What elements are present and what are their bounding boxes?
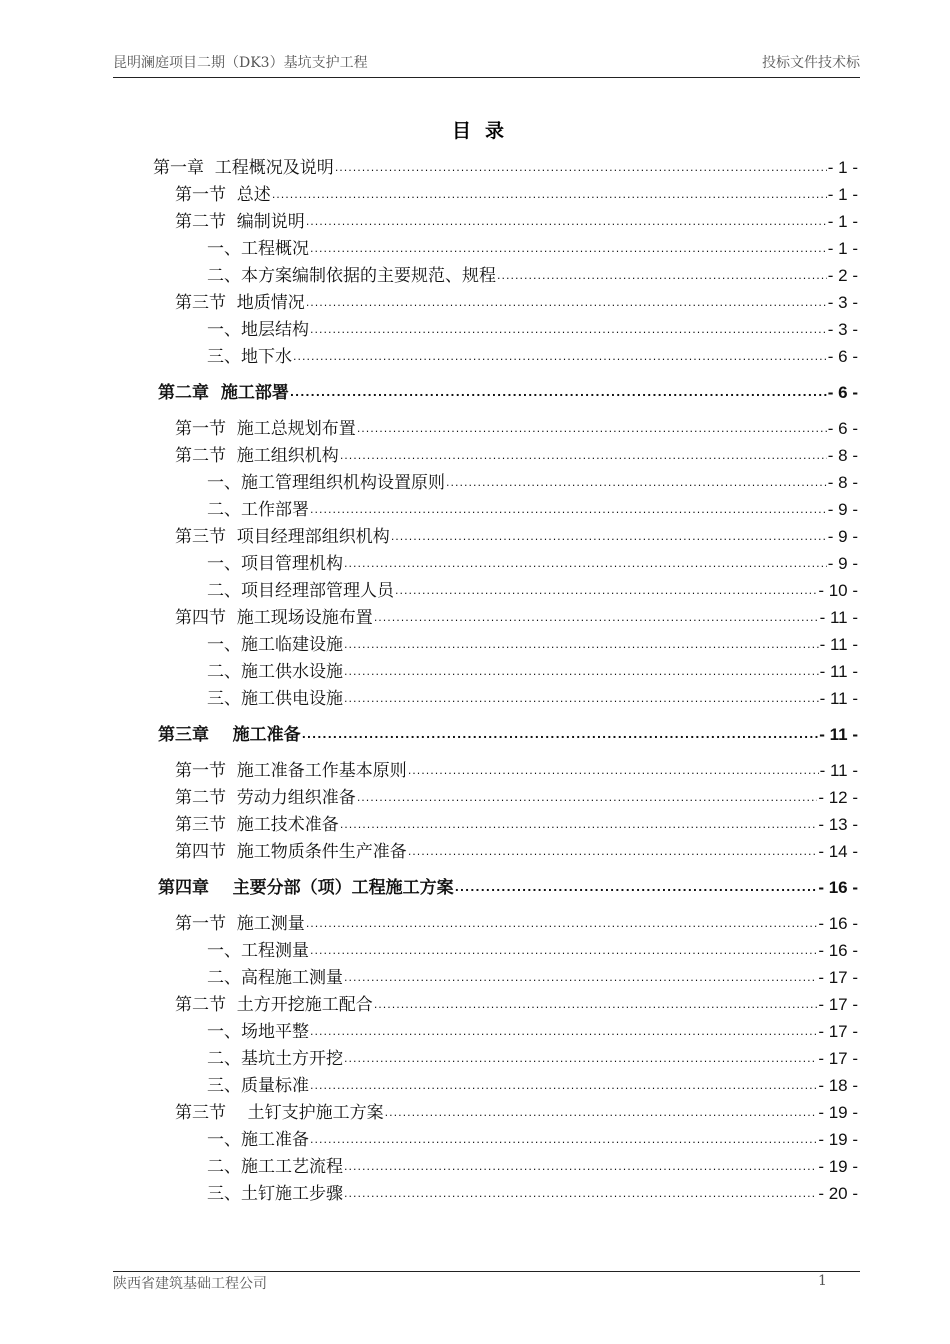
toc-entry[interactable] [207, 1043, 858, 1070]
toc-entry-page: - 16 - [818, 914, 858, 933]
toc-entry[interactable] [207, 467, 858, 494]
toc-entry-title: 二、项目经理部管理人员 [207, 581, 394, 601]
toc-dot-leader [306, 295, 827, 311]
toc-entry-page: - 1 - [827, 239, 858, 258]
toc-entry[interactable] [207, 1070, 858, 1097]
toc-dot-leader [335, 160, 827, 176]
toc-entry-page: - 2 - [827, 266, 858, 285]
toc-dot-leader [395, 583, 817, 599]
toc-entry-title: 第四节 施工物质条件生产准备 [175, 842, 407, 862]
toc-entry[interactable] [207, 548, 858, 575]
toc-entry-page: - 1 - [827, 158, 858, 177]
toc-entry[interactable] [175, 755, 858, 782]
toc-dot-leader [357, 421, 827, 437]
toc-entry-page: - 13 - [818, 815, 858, 834]
toc-dot-leader [310, 322, 827, 338]
toc-dot-leader [290, 385, 827, 401]
toc-entry-page: - 6 - [827, 419, 858, 438]
toc-entry-title: 一、场地平整 [207, 1022, 309, 1042]
toc-dot-leader [340, 448, 827, 464]
toc-entry-title: 第三节 项目经理部组织机构 [175, 527, 390, 547]
toc-entry-title: 一、地层结构 [207, 320, 309, 340]
toc-entry-title: 第二节 土方开挖施工配合 [175, 995, 373, 1015]
toc-entry-page: - 19 - [818, 1157, 858, 1176]
toc-entry[interactable] [207, 629, 858, 656]
toc-entry[interactable] [207, 935, 858, 962]
toc-dot-leader [344, 637, 819, 653]
toc-dot-leader [272, 187, 827, 203]
toc-entry-title: 第三节 地质情况 [175, 293, 305, 313]
toc-title: 目录 [451, 120, 518, 142]
toc-entry-page: - 9 - [827, 500, 858, 519]
toc-entry-title: 第三节 施工技术准备 [175, 815, 339, 835]
toc-entry[interactable] [158, 377, 858, 404]
header-document-type: 投标文件技术标 [762, 55, 860, 71]
footer-page-number: 1 [818, 1273, 827, 1289]
toc-entry-title: 二、工作部署 [207, 500, 309, 520]
toc-dot-leader [306, 916, 818, 932]
toc-entry[interactable] [175, 836, 858, 863]
toc-entry-page: - 11 - [819, 689, 858, 708]
header-project-title: 昆明澜庭项目二期（DK3）基坑支护工程 [113, 55, 368, 71]
toc-entry-title: 二、本方案编制依据的主要规范、规程 [207, 266, 496, 286]
toc-entry-title: 第一节 施工准备工作基本原则 [175, 761, 407, 781]
toc-entry-page: - 10 - [818, 581, 858, 600]
toc-dot-leader [293, 349, 827, 365]
toc-entry[interactable] [207, 656, 858, 683]
toc-entry-title: 第一节 施工测量 [175, 914, 305, 934]
toc-dot-leader [344, 691, 819, 707]
toc-entry[interactable] [158, 719, 858, 746]
toc-dot-leader [344, 1051, 817, 1067]
toc-dot-leader [446, 475, 827, 491]
toc-dot-leader [310, 502, 827, 518]
toc-entry[interactable] [207, 683, 858, 710]
toc-dot-leader [344, 1186, 817, 1202]
toc-entry-title: 一、施工管理组织机构设置原则 [207, 473, 445, 493]
toc-entry-page: - 11 - [819, 635, 858, 654]
toc-entry-title: 二、高程施工测量 [207, 968, 343, 988]
toc-entry[interactable] [175, 179, 858, 206]
toc-entry[interactable] [207, 341, 858, 368]
toc-dot-leader [455, 880, 818, 896]
toc-entry-title: 一、施工临建设施 [207, 635, 343, 655]
toc-entry[interactable] [207, 1124, 858, 1151]
toc-entry-page: - 11 - [819, 761, 858, 780]
toc-dot-leader [340, 817, 818, 833]
toc-entry-title: 二、基坑土方开挖 [207, 1049, 343, 1069]
toc-entry[interactable] [175, 521, 858, 548]
toc-entry-page: - 11 - [819, 608, 858, 627]
toc-entry-page: - 11 - [819, 725, 858, 744]
toc-entry[interactable] [175, 440, 858, 467]
toc-dot-leader [385, 1105, 818, 1121]
toc-dot-leader [357, 790, 818, 806]
toc-entry-title: 三、地下水 [207, 347, 292, 367]
toc-entry-title: 一、项目管理机构 [207, 554, 343, 574]
toc-entry[interactable] [175, 602, 858, 629]
toc-entry-page: - 1 - [827, 212, 858, 231]
toc-entry[interactable] [175, 413, 858, 440]
toc-entry[interactable] [207, 1178, 858, 1205]
toc-dot-leader [374, 610, 819, 626]
toc-entry-title: 第二节 编制说明 [175, 212, 305, 232]
toc-entry-title: 一、施工准备 [207, 1130, 309, 1150]
toc-entry-title: 第四章 主要分部（项）工程施工方案 [158, 878, 454, 898]
toc-entry-page: - 1 - [827, 185, 858, 204]
toc-entry-title: 第三节 土钉支护施工方案 [175, 1103, 384, 1123]
toc-entry-page: - 3 - [827, 320, 858, 339]
footer-divider [113, 1271, 860, 1272]
toc-entry[interactable] [207, 962, 858, 989]
toc-entry[interactable] [175, 782, 858, 809]
toc-entry-page: - 8 - [827, 473, 858, 492]
toc-entry-title: 二、施工供水设施 [207, 662, 343, 682]
toc-dot-leader [344, 556, 827, 572]
toc-dot-leader [306, 214, 827, 230]
toc-entry-title: 第二章 施工部署 [158, 383, 289, 403]
toc-entry-page: - 9 - [827, 554, 858, 573]
toc-entry[interactable] [207, 260, 858, 287]
footer-company-name: 陕西省建筑基础工程公司 [113, 1276, 267, 1292]
toc-entry[interactable] [175, 809, 858, 836]
toc-entry-title: 三、施工供电设施 [207, 689, 343, 709]
toc-entry[interactable] [207, 314, 858, 341]
toc-entry[interactable] [175, 287, 858, 314]
toc-entry-page: - 16 - [818, 878, 858, 897]
toc-entry-page: - 19 - [818, 1103, 858, 1122]
toc-entry-title: 三、土钉施工步骤 [207, 1184, 343, 1204]
toc-entry-page: - 3 - [827, 293, 858, 312]
toc-entry-title: 二、施工工艺流程 [207, 1157, 343, 1177]
toc-entry[interactable] [207, 1151, 858, 1178]
toc-entry-title: 第二节 劳动力组织准备 [175, 788, 356, 808]
toc-dot-leader [408, 844, 818, 860]
toc-dot-leader [344, 1159, 817, 1175]
toc-entry[interactable] [175, 908, 858, 935]
toc-entry[interactable] [158, 872, 858, 899]
toc-entry[interactable] [207, 494, 858, 521]
toc-entry-page: - 17 - [818, 1049, 858, 1068]
toc-dot-leader [344, 664, 819, 680]
toc-entry[interactable] [207, 575, 858, 602]
toc-entry-page: - 17 - [818, 1022, 858, 1041]
toc-dot-leader [302, 727, 819, 743]
toc-entry-title: 三、质量标准 [207, 1076, 309, 1096]
toc-dot-leader [310, 241, 827, 257]
toc-entry-title: 第一节 总述 [175, 185, 271, 205]
toc-entry[interactable] [175, 206, 858, 233]
toc-dot-leader [344, 970, 817, 986]
toc-entry-page: - 8 - [827, 446, 858, 465]
toc-entry-page: - 11 - [819, 662, 858, 681]
toc-entry[interactable] [207, 1016, 858, 1043]
toc-entry-page: - 6 - [827, 383, 858, 402]
page-footer [113, 1273, 860, 1295]
toc-entry[interactable] [153, 152, 858, 179]
toc-entry-page: - 12 - [818, 788, 858, 807]
toc-dot-leader [497, 268, 827, 284]
toc-entry-page: - 6 - [827, 347, 858, 366]
toc-entry-title: 第二节 施工组织机构 [175, 446, 339, 466]
toc-entry-title: 第三章 施工准备 [158, 725, 301, 745]
toc-entry-page: - 16 - [818, 941, 858, 960]
toc-entry[interactable] [207, 233, 858, 260]
toc-entry-title: 第四节 施工现场设施布置 [175, 608, 373, 628]
toc-dot-leader [310, 943, 817, 959]
toc-dot-leader [391, 529, 827, 545]
toc-entry-page: - 17 - [818, 995, 858, 1014]
toc-entry-title: 一、工程测量 [207, 941, 309, 961]
toc-dot-leader [310, 1078, 817, 1094]
toc-entry[interactable] [175, 989, 858, 1016]
toc-entry-page: - 19 - [818, 1130, 858, 1149]
toc-entry[interactable] [175, 1097, 858, 1124]
toc-entry-page: - 17 - [818, 968, 858, 987]
toc-dot-leader [374, 997, 818, 1013]
toc-entry-title: 一、工程概况 [207, 239, 309, 259]
toc-entry-page: - 18 - [818, 1076, 858, 1095]
toc-entry-title: 第一章 工程概况及说明 [153, 158, 334, 178]
toc-entry-page: - 9 - [827, 527, 858, 546]
toc-dot-leader [408, 763, 819, 779]
toc-dot-leader [310, 1132, 817, 1148]
toc-entry-title: 第一节 施工总规划布置 [175, 419, 356, 439]
toc-entry-page: - 20 - [818, 1184, 858, 1203]
toc-dot-leader [310, 1024, 817, 1040]
toc-entry-page: - 14 - [818, 842, 858, 861]
